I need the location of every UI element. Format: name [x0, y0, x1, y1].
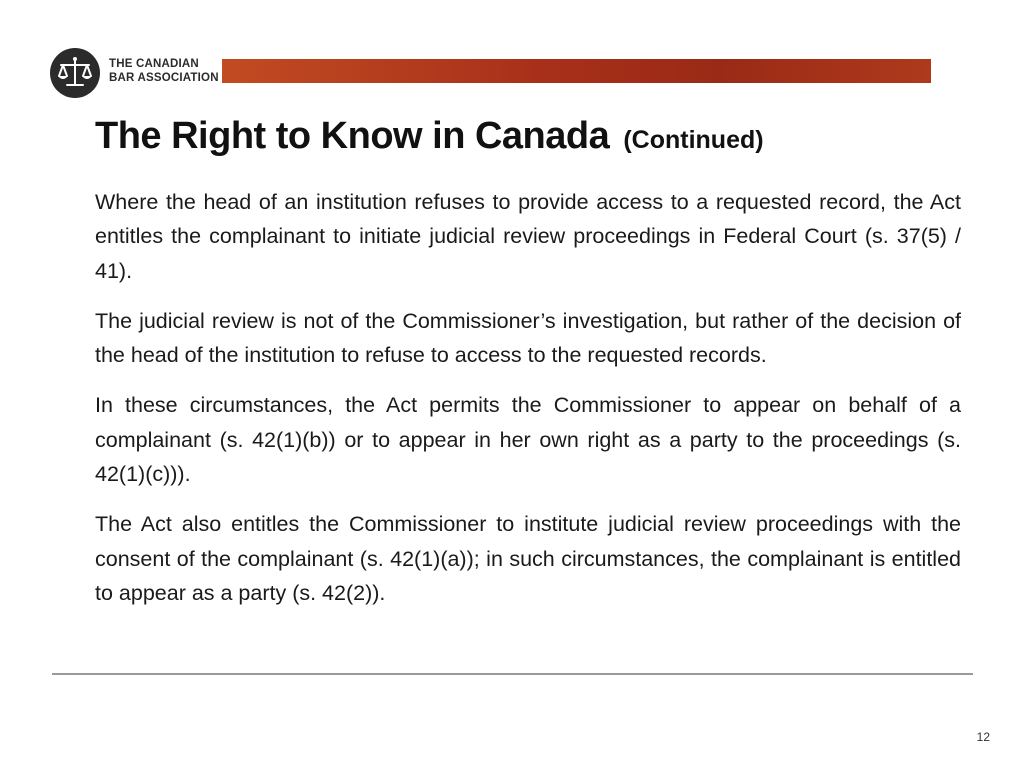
- slide-title-suffix: (Continued): [623, 126, 764, 154]
- organization-name-line2: BAR ASSOCIATION: [109, 72, 219, 84]
- paragraph: In these circumstances, the Act permits the Commissioner to appear on behalf of a complainant (s. 42(1)(b)) or to appear in her own right as a party to the proceedings (s. 42(1)(c))).: [95, 393, 961, 487]
- slide-title: [95, 110, 764, 166]
- cba-logo: [50, 48, 220, 100]
- paragraph: The judicial review is not of the Commissioner’s investigation, but rather of the decision of the head of the institution to refuse to access to the requested records.: [95, 308, 961, 368]
- slide-body: [95, 185, 961, 626]
- paragraph: The Act also entitles the Commissioner to institute judicial review proceedings with the consent of the complainant (s. 42(1)(a)); in such circumstances, the complainant is entitled to appear as a party (s. 42(2)).: [95, 512, 961, 605]
- page-number: 12: [976, 730, 990, 744]
- slide-title-main: The Right to Know in Canada: [95, 115, 610, 157]
- header-banner: [222, 59, 931, 83]
- paragraph: Where the head of an institution refuses to provide access to a requested record, the Act entitles the complainant to initiate judicial review proceedings in Federal Court (s. 37(5) / 41).: [95, 190, 961, 283]
- organization-name: [109, 57, 219, 85]
- scales-of-justice-icon: [50, 48, 100, 98]
- organization-name-line1: THE CANADIAN: [109, 58, 199, 70]
- footer-divider: [52, 673, 973, 675]
